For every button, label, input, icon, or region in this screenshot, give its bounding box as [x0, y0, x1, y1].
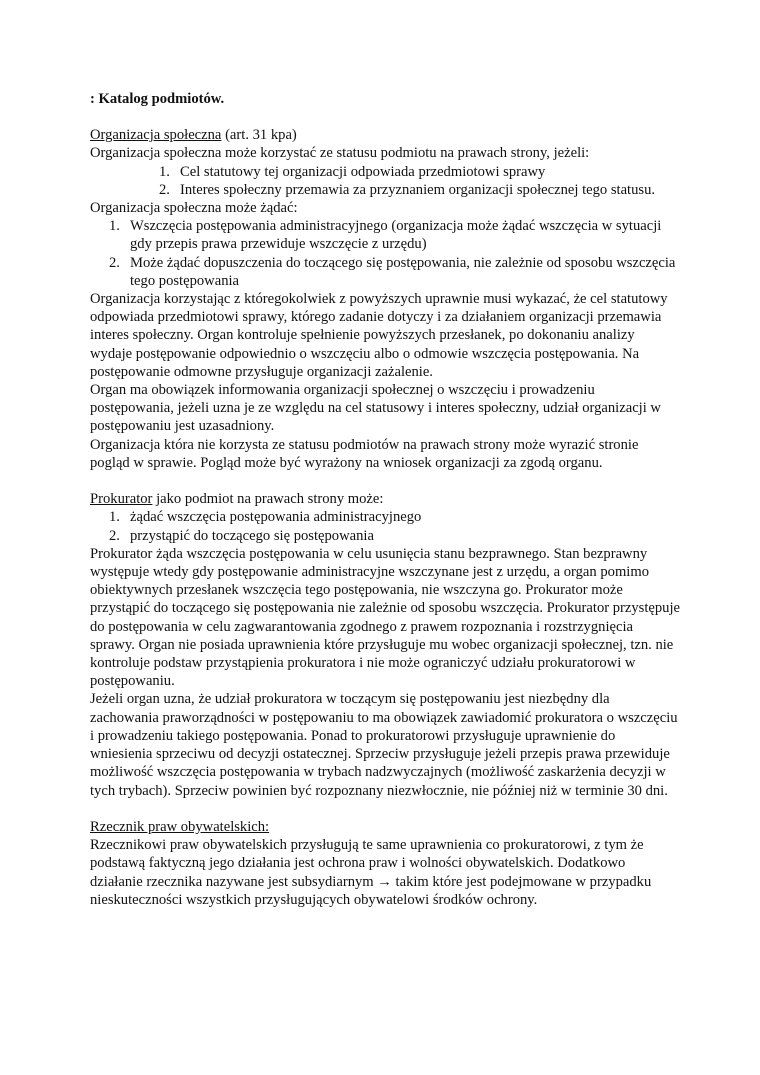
section-heading-suffix: jako podmiot na prawach strony może:: [152, 491, 384, 508]
section-intro: Organizacja społeczna może korzystać ze statusu podmiotu na prawach strony, jeżeli:: [90, 145, 590, 162]
list-number: 1.: [159, 163, 170, 180]
section-heading-suffix: (art. 31 kpa): [221, 127, 297, 144]
prokurator-list: [90, 508, 680, 544]
section-gap: [90, 472, 680, 490]
list-number: 2.: [109, 254, 120, 271]
section-gap: [90, 800, 680, 818]
section-heading-underlined: Organizacja społeczna: [90, 127, 222, 144]
list-number: 1.: [109, 218, 120, 235]
list-item: [90, 163, 680, 181]
section-heading-underlined: Rzecznik praw obywatelskich:: [90, 818, 270, 835]
section-rzecznik-heading: [90, 818, 680, 836]
list-item-text: żądać wszczęcia postępowania administracyjnego: [130, 509, 422, 526]
document-title: : Katalog podmiotów.: [90, 91, 225, 107]
document-page: [90, 90, 680, 909]
list-item-text: przystąpić do toczącego się postępowania: [130, 527, 374, 544]
list-item: [90, 527, 680, 545]
list-item-text: Wszczęcia postępowania administracyjnego (organizacja może żądać wszczęcia w sytuacji gdy przepis prawa przewiduje wszczęcie z urzędu): [130, 218, 662, 253]
list-number: 2.: [109, 527, 120, 544]
section-organizacja-heading: [90, 126, 680, 144]
list-number: 2.: [159, 181, 170, 198]
list-item: [90, 217, 680, 253]
paragraph: Prokurator żąda wszczęcia postępowania w celu usunięcia stanu bezprawnego. Stan bezprawny występuje wtedy gdy postępowanie administracyjne wszczynane jest z urzędu, a organ pomimo obiektywnych przesłanek wszczęcia tego postępowania, nie wszczyna go. Prokurator może przystąpić do toczącego się postępowania nie zależnie od sposobu wszczęcia. Prokurator przystępuje do postępowania w celu zagwarantowania zgodnego z prawem rozpoznania i rozstrzygnięcia sprawy. Organ nie posiada uprawnienia które przysługuje mu wobec organizacji społecznej, tzn. nie kontroluje podstaw przystąpienia prokuratora i nie może ograniczyć udziału prokuratorowi w postępowaniu.: [90, 545, 681, 690]
list-item-text: Może żądać dopuszczenia do toczącego się postępowania, nie zależnie od sposobu wszczęcia tego postępowania: [130, 254, 676, 289]
list-number: 1.: [109, 509, 120, 526]
demands-list: [90, 217, 680, 290]
section-heading-underlined: Prokurator: [90, 491, 153, 508]
demand-intro: Organizacja społeczna może żądać:: [90, 200, 298, 217]
paragraph: Organ ma obowiązek informowania organizacji społecznej o wszczęciu i prowadzeniu postępowania, jeżeli uzna je ze względu na cel statusowy i interes społeczny, udział organizacji w postępowaniu jest uzasadniony.: [90, 382, 661, 435]
list-item-text: Interes społeczny przemawia za przyznaniem organizacji społecznej tego statusu.: [180, 181, 656, 198]
list-item: [90, 508, 680, 526]
list-item: [90, 254, 680, 290]
paragraph: Organizacja która nie korzysta ze statusu podmiotów na prawach strony może wyrazić stronie pogląd w sprawie. Pogląd może być wyrażony na wniosek organizacji za zgodą organu.: [90, 436, 639, 471]
paragraph: Jeżeli organ uzna, że udział prokuratora w toczącym się postępowaniu jest niezbędny dla zachowania praworządności w postępowaniu to ma obowiązek zawiadomić prokuratora o wszczęciu i prowadzeniu takiego postępowania. Ponad to prokuratorowi przysługuje uprawnienie do wniesienia sprzeciwu od decyzji ostatecznej. Sprzeciw przysługuje jeżeli przepis prawa przewiduje możliwość wszczęcia postępowania w trybach nadzwyczajnych (możliwość zaskarżenia decyzji w tych trybach). Sprzeciw powinien być rozpoznany niezwłocznie, nie później niż w terminie 30 dni.: [90, 691, 678, 799]
list-item: [90, 181, 680, 199]
paragraph: Rzecznikowi praw obywatelskich przysługują te same uprawnienia co prokuratorowi, z tym że podstawą faktyczną jego działania jest ochrona praw i wolności obywatelskich. Dodatkowo działanie rzecznika nazywane jest subsydiarnym → takim które jest podejmowane w przypadku nieskuteczności wszystkich przysługujących obywatelowi środków ochrony.: [90, 837, 652, 908]
section-prokurator-heading: [90, 490, 680, 508]
paragraph: Organizacja korzystając z któregokolwiek z powyższych uprawnie musi wykazać, że cel statutowy odpowiada przedmiotowi sprawy, którego zadanie dotyczy i za działaniem organizacji przemawia interes społeczny. Organ kontroluje spełnienie powyższych przesłanek, po dokonaniu analizy wydaje postępowanie odpowiednio o wszczęciu albo o odmowie wszczęcia postępowania. Na postępowanie odmowne przysługuje organizacji zażalenie.: [90, 291, 668, 380]
conditions-list: [90, 163, 680, 199]
list-item-text: Cel statutowy tej organizacji odpowiada przedmiotowi sprawy: [180, 163, 546, 180]
